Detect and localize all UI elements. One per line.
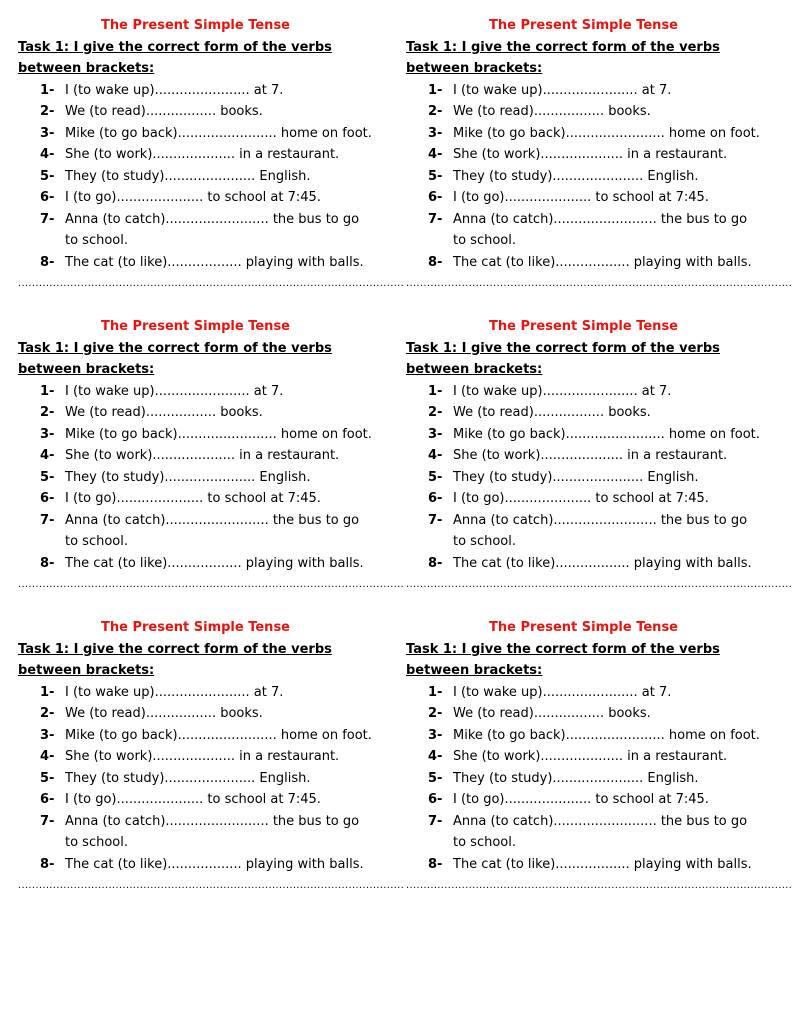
item-sentence: We (to read)................. books. — [453, 104, 651, 119]
item-sentence: We (to read)................. books. — [65, 706, 263, 721]
item-sentence: Mike (to go back)........................ home on foot. — [65, 727, 372, 743]
item-sentence: They (to study)...................... English. — [65, 770, 311, 786]
item-sentence: I (to go)..................... to school at 7:45. — [453, 491, 709, 506]
exercise-item — [406, 467, 761, 489]
exercise-item — [18, 101, 373, 123]
exercise-item — [406, 101, 761, 123]
exercise-item — [406, 166, 761, 188]
item-sentence: The cat (to like).................. playing with balls. — [453, 555, 752, 571]
task-instruction-line-1: Task 1: I give the correct form of the verbs — [18, 340, 332, 356]
answer-separator-line: ............................................................................................................... — [406, 880, 792, 891]
item-number: 6- — [40, 792, 55, 807]
item-number: 2- — [428, 104, 443, 119]
exercise-item — [406, 811, 761, 833]
exercise-item — [18, 510, 373, 532]
item-sentence: They (to study)...................... English. — [65, 168, 311, 184]
task-instruction-line-1: Task 1: I give the correct form of the verbs — [18, 39, 332, 55]
item-sentence: We (to read)................. books. — [453, 706, 651, 721]
item-number: 7- — [40, 211, 55, 227]
exercise-item — [406, 80, 761, 102]
item-sentence: We (to read)................. books. — [453, 405, 651, 420]
item-number: 3- — [428, 727, 443, 743]
item-continuation-text: to school. — [65, 233, 128, 248]
item-sentence: I (to wake up)....................... at 7. — [453, 684, 672, 700]
exercise-item — [18, 553, 373, 575]
exercise-item — [18, 768, 373, 790]
item-number: 2- — [40, 104, 55, 119]
item-number: 4- — [40, 448, 55, 463]
item-sentence: They (to study)...................... English. — [65, 469, 311, 485]
exercise-item — [18, 445, 373, 467]
item-number: 1- — [40, 383, 55, 399]
answer-separator-line: ............................................................................................................... — [406, 278, 792, 289]
exercise-item — [406, 703, 761, 725]
exercise-item — [406, 510, 761, 532]
item-sentence-continuation — [18, 230, 373, 252]
item-sentence: I (to wake up)....................... at 7. — [453, 82, 672, 98]
exercise-item — [406, 187, 761, 209]
worksheet-title: The Present Simple Tense — [488, 319, 678, 334]
exercise-item — [406, 682, 761, 704]
exercise-item — [406, 789, 761, 811]
item-sentence: Anna (to catch)......................... the bus to go — [65, 512, 360, 528]
exercise-item — [18, 187, 373, 209]
item-continuation-text: to school. — [453, 534, 516, 549]
item-sentence: I (to go)..................... to school at 7:45. — [65, 792, 321, 807]
item-continuation-text: to school. — [453, 835, 516, 850]
item-number: 1- — [428, 82, 443, 98]
item-number: 2- — [40, 405, 55, 420]
item-sentence: The cat (to like).................. playing with balls. — [65, 856, 364, 872]
item-sentence: Anna (to catch)......................... the bus to go — [453, 813, 748, 829]
item-number: 8- — [428, 555, 443, 571]
item-number: 5- — [40, 469, 55, 485]
item-number: 4- — [428, 749, 443, 764]
exercise-item — [406, 488, 761, 510]
item-number: 8- — [428, 856, 443, 872]
item-number: 7- — [40, 512, 55, 528]
item-sentence: She (to work).................... in a restaurant. — [65, 147, 340, 162]
item-number: 4- — [428, 147, 443, 162]
exercise-item — [18, 488, 373, 510]
task-instruction-line-1: Task 1: I give the correct form of the verbs — [406, 39, 720, 55]
exercise-item — [406, 144, 761, 166]
item-sentence: I (to wake up)....................... at 7. — [65, 684, 284, 700]
worksheet-card — [18, 15, 405, 295]
exercise-item — [406, 553, 761, 575]
answer-separator-line: ............................................................................................................... — [18, 278, 405, 289]
exercise-item — [18, 381, 373, 403]
exercise-item — [406, 424, 761, 446]
item-sentence: Mike (to go back)........................ home on foot. — [453, 125, 760, 141]
task-instruction-line-1: Task 1: I give the correct form of the verbs — [406, 641, 720, 657]
exercise-item — [18, 144, 373, 166]
exercise-item — [406, 252, 761, 274]
item-number: 3- — [428, 426, 443, 442]
item-number: 1- — [40, 82, 55, 98]
task-instruction-line-1: Task 1: I give the correct form of the verbs — [406, 340, 720, 356]
item-number: 1- — [40, 684, 55, 700]
answer-separator-line: ............................................................................................................... — [18, 579, 405, 590]
item-number: 6- — [40, 190, 55, 205]
worksheet-title: The Present Simple Tense — [100, 620, 290, 635]
item-sentence: Anna (to catch)......................... the bus to go — [65, 813, 360, 829]
item-sentence: The cat (to like).................. playing with balls. — [65, 254, 364, 270]
item-number: 6- — [428, 491, 443, 506]
task-instruction-line-2: between brackets: — [406, 663, 543, 678]
exercise-item — [406, 445, 761, 467]
worksheet-title: The Present Simple Tense — [488, 18, 678, 33]
item-number: 5- — [428, 469, 443, 485]
item-number: 6- — [428, 792, 443, 807]
item-number: 7- — [428, 512, 443, 528]
exercise-item — [18, 209, 373, 231]
worksheet-card — [18, 617, 405, 897]
item-number: 3- — [40, 125, 55, 141]
item-sentence-continuation — [18, 531, 373, 553]
item-number: 6- — [40, 491, 55, 506]
exercise-item — [18, 682, 373, 704]
worksheet-title: The Present Simple Tense — [100, 319, 290, 334]
task-instruction-line-2: between brackets: — [18, 362, 155, 377]
item-sentence: The cat (to like).................. playing with balls. — [65, 555, 364, 571]
item-number: 2- — [428, 706, 443, 721]
item-sentence: We (to read)................. books. — [65, 104, 263, 119]
task-instruction-line-2: between brackets: — [18, 61, 155, 76]
exercise-item — [18, 789, 373, 811]
item-number: 8- — [40, 254, 55, 270]
item-number: 4- — [40, 147, 55, 162]
worksheet-card — [406, 15, 792, 295]
task-instruction-line-2: between brackets: — [406, 362, 543, 377]
item-number: 5- — [40, 168, 55, 184]
item-sentence: Anna (to catch)......................... the bus to go — [453, 512, 748, 528]
item-sentence: I (to wake up)....................... at 7. — [65, 383, 284, 399]
item-sentence: Mike (to go back)........................ home on foot. — [453, 426, 760, 442]
item-sentence: Mike (to go back)........................ home on foot. — [65, 426, 372, 442]
exercise-item — [18, 123, 373, 145]
item-number: 8- — [40, 555, 55, 571]
item-number: 2- — [428, 405, 443, 420]
exercise-item — [18, 166, 373, 188]
item-number: 5- — [428, 168, 443, 184]
exercise-item — [18, 703, 373, 725]
item-number: 8- — [40, 856, 55, 872]
item-sentence: They (to study)...................... English. — [453, 770, 699, 786]
worksheet-card — [406, 617, 792, 897]
item-number: 3- — [40, 727, 55, 743]
item-sentence-continuation — [406, 230, 761, 252]
worksheet-title: The Present Simple Tense — [488, 620, 678, 635]
item-continuation-text: to school. — [65, 835, 128, 850]
answer-separator-line: ............................................................................................................... — [406, 579, 792, 590]
item-number: 3- — [40, 426, 55, 442]
task-instruction-line-2: between brackets: — [406, 61, 543, 76]
exercise-item — [406, 768, 761, 790]
exercise-item — [406, 854, 761, 876]
item-number: 8- — [428, 254, 443, 270]
item-sentence: The cat (to like).................. playing with balls. — [453, 856, 752, 872]
item-number: 2- — [40, 706, 55, 721]
item-sentence: I (to go)..................... to school at 7:45. — [453, 792, 709, 807]
worksheet-card — [18, 316, 405, 596]
item-sentence: She (to work).................... in a restaurant. — [453, 147, 728, 162]
item-sentence: Mike (to go back)........................ home on foot. — [65, 125, 372, 141]
item-sentence: I (to wake up)....................... at 7. — [453, 383, 672, 399]
exercise-item — [18, 854, 373, 876]
item-sentence: They (to study)...................... English. — [453, 469, 699, 485]
exercise-item — [406, 725, 761, 747]
exercise-item — [406, 123, 761, 145]
item-sentence: Mike (to go back)........................ home on foot. — [453, 727, 760, 743]
exercise-item — [18, 467, 373, 489]
exercise-item — [18, 80, 373, 102]
exercise-item — [18, 746, 373, 768]
item-sentence-continuation — [18, 832, 373, 854]
item-sentence: Anna (to catch)......................... the bus to go — [453, 211, 748, 227]
item-number: 7- — [428, 813, 443, 829]
item-sentence-continuation — [406, 531, 761, 553]
task-instruction-line-1: Task 1: I give the correct form of the verbs — [18, 641, 332, 657]
item-sentence: She (to work).................... in a restaurant. — [65, 749, 340, 764]
item-sentence: Anna (to catch)......................... the bus to go — [65, 211, 360, 227]
item-number: 3- — [428, 125, 443, 141]
exercise-item — [406, 209, 761, 231]
item-sentence: She (to work).................... in a restaurant. — [453, 448, 728, 463]
item-sentence: The cat (to like).................. playing with balls. — [453, 254, 752, 270]
item-sentence: I (to go)..................... to school at 7:45. — [453, 190, 709, 205]
item-sentence: We (to read)................. books. — [65, 405, 263, 420]
item-number: 7- — [40, 813, 55, 829]
item-sentence: She (to work).................... in a restaurant. — [65, 448, 340, 463]
exercise-item — [18, 402, 373, 424]
item-sentence: I (to go)..................... to school at 7:45. — [65, 190, 321, 205]
item-continuation-text: to school. — [453, 233, 516, 248]
item-sentence: I (to wake up)....................... at 7. — [65, 82, 284, 98]
exercise-item — [406, 402, 761, 424]
item-sentence-continuation — [406, 832, 761, 854]
exercise-item — [406, 381, 761, 403]
exercise-item — [18, 811, 373, 833]
item-number: 7- — [428, 211, 443, 227]
item-sentence: I (to go)..................... to school at 7:45. — [65, 491, 321, 506]
item-number: 4- — [428, 448, 443, 463]
item-number: 1- — [428, 383, 443, 399]
exercise-item — [18, 725, 373, 747]
task-instruction-line-2: between brackets: — [18, 663, 155, 678]
answer-separator-line: ............................................................................................................... — [18, 880, 405, 891]
worksheet-card — [406, 316, 792, 596]
item-number: 5- — [428, 770, 443, 786]
item-number: 1- — [428, 684, 443, 700]
item-number: 6- — [428, 190, 443, 205]
item-continuation-text: to school. — [65, 534, 128, 549]
item-number: 5- — [40, 770, 55, 786]
worksheet-title: The Present Simple Tense — [100, 18, 290, 33]
exercise-item — [18, 252, 373, 274]
item-sentence: They (to study)...................... English. — [453, 168, 699, 184]
exercise-item — [406, 746, 761, 768]
item-number: 4- — [40, 749, 55, 764]
exercise-item — [18, 424, 373, 446]
item-sentence: She (to work).................... in a restaurant. — [453, 749, 728, 764]
